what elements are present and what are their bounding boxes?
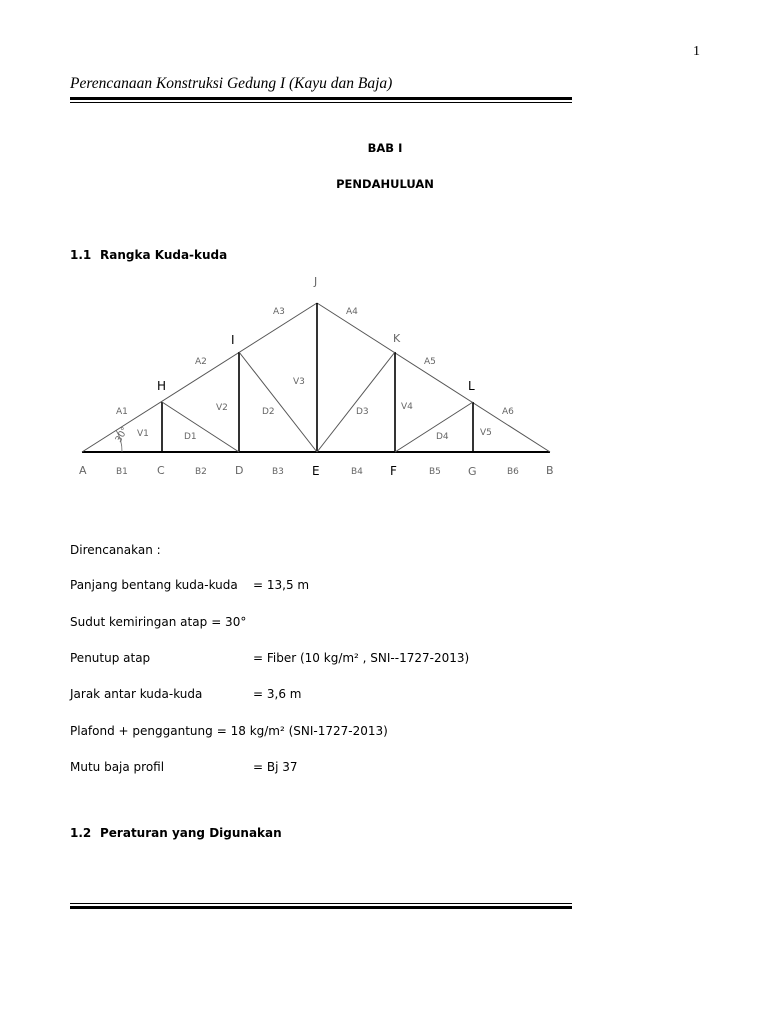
member-label-d2: D2 [262,407,275,417]
spec-value: = Fiber (10 kg/m² , SNI--1727-2013) [253,651,470,665]
member-label-b4: B4 [351,467,363,477]
spec-label: Sudut kemiringan atap [70,615,208,629]
member-label-v4: V4 [401,402,413,412]
spec-row [70,651,469,665]
header-rule-thick [70,97,572,100]
member-label-d3: D3 [356,407,369,417]
member-label-b5: B5 [429,467,441,477]
joint-label-f: F [390,464,397,478]
spec-label: Plafond + penggantung [70,724,213,738]
member-label-a1: A1 [116,407,128,417]
page-number: 1 [693,44,700,59]
top-chord-right [317,303,550,452]
joint-label-k: K [393,332,401,345]
section-2-title: Peraturan yang Digunakan [100,826,282,840]
spec-row [70,578,309,592]
joint-label-c: C [157,464,165,477]
section-1-number: 1.1 [70,248,92,262]
joint-label-b: B [546,464,554,477]
intro-text: Direncanakan : [70,543,161,557]
joint-label-l: L [468,379,475,393]
spec-row [70,615,246,629]
member-label-a6: A6 [502,407,514,417]
chapter-title: PENDAHULUAN [336,177,434,191]
member-label-b6: B6 [507,467,519,477]
member-label-b1: B1 [116,467,128,477]
spec-label: Penutup atap [70,651,151,665]
section-2-heading [70,826,282,840]
member-label-d4: D4 [436,432,449,442]
spec-value: = Bj 37 [253,760,298,774]
spec-label: Panjang bentang kuda-kuda [70,578,238,592]
joint-label-g: G [468,465,477,478]
member-label-v2: V2 [216,403,228,413]
truss-diagram [70,270,570,485]
joint-label-j: J [314,275,318,288]
member-label-d1: D1 [184,432,197,442]
joint-label-h: H [157,379,167,393]
member-label-a2: A2 [195,357,207,367]
spec-label: Mutu baja profil [70,760,165,774]
member-label-a4: A4 [346,307,358,317]
member-label-a5: A5 [424,357,436,367]
chapter-label: BAB I [367,141,403,155]
footer-rule-thick [70,906,572,909]
spec-label: Jarak antar kuda-kuda [70,687,203,701]
joint-label-i: I [231,333,235,347]
spec-row [70,760,298,774]
header-rule-thin [70,102,572,103]
joint-label-e: E [312,464,320,478]
spec-value: = 13,5 m [253,578,310,592]
section-2-number: 1.2 [70,826,92,840]
section-1-heading [70,248,227,262]
spec-row [70,724,388,738]
joint-label-d: D [235,464,244,477]
header-title: Perencanaan Konstruksi Gedung I (Kayu dan Baja) [70,75,393,92]
member-label-a3: A3 [273,307,285,317]
angle-label: 30° [113,425,131,445]
section-1-title: Rangka Kuda-kuda [100,248,228,262]
spec-row [70,687,301,701]
joint-label-a: A [79,464,87,477]
footer-rule-thin [70,903,572,904]
member-label-b3: B3 [272,467,284,477]
member-label-v1: V1 [137,429,149,439]
top-chord-left [82,303,317,452]
diagonal-d3 [317,352,395,452]
spec-value: = 3,6 m [253,687,302,701]
member-label-v5: V5 [480,428,492,438]
member-label-v3: V3 [293,377,305,387]
diagonal-d2 [239,352,317,452]
spec-value: = 30° [211,615,247,629]
spec-value: = 18 kg/m² (SNI-1727-2013) [216,724,388,738]
member-label-b2: B2 [195,467,207,477]
